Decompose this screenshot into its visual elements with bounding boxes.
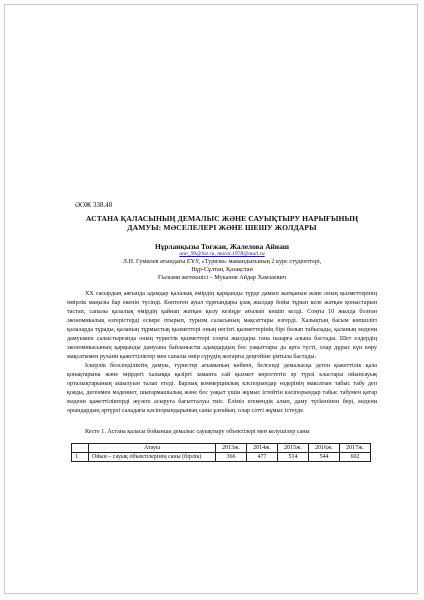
data-table — [71, 443, 371, 462]
author-emails[interactable]: ann_99@list.ru, maral.1978@mail.ru — [179, 251, 265, 257]
document-page — [67, 201, 377, 462]
table-header-cell: 2015ж. — [278, 444, 309, 453]
article-title — [67, 214, 377, 232]
table-caption: Кесте 1. Астана қаласы бойынша демалыс сауықтыру объектілері мен келушілер саны — [85, 429, 310, 435]
table-cell: 1 — [72, 453, 89, 462]
table-cell: 366 — [216, 453, 247, 462]
table-header-row — [72, 444, 371, 453]
body-paragraph-1: XX ғасырдың аяғында адамдар қалалық өмірдің қарқынды түрде дамып жатқанын және оның қызметтерінің өмірлік маңызы бар екенін түсінді. Көптеген ауыл тұрғындары ұзақ жылдар бойы тұрып келе жатқан қоныстарын тастап, сапалы қалалық өмірдің қайнап жатқан қызу кезіңде ағылып көшіп келді. Соңғы 10 жылда болған экономикалық өзгерістерді ескере отырып, туризм саласының мақсаттары өзгерді. Халықтың басым көпшілігі қалаларда тұрады, қаланың тұрмыстық қызметтері оның негізгі қызметтерінің бірі болып табылады, қаланың мәдени дамуымен салыстырғанда оның туристік қызметтері соңғы жылдары гана назарға алына бастады. Шет елдердің экономикасының қарқынды дамуына байланысты адамдардың бос уақыттары да арта түсті, олар дұрыс күн көру мақсатымен рухани қажеттіліктер мен сапалы өмір сүрудің жоғарғы деңгейіне ұмтыла бастады. — [67, 291, 377, 360]
title-line-2: ДАМУЫ: МӘСЕЛЕЛЕРІ ЖӘНЕ ШЕШУ ЖОЛДАРЫ — [127, 223, 317, 232]
table-header-cell — [72, 444, 89, 453]
page-frame — [4, 4, 418, 594]
table-cell: 514 — [278, 453, 309, 462]
table-header-cell: 2016ж. — [309, 444, 340, 453]
udc-code: ӘОЖ 338.48 — [75, 201, 113, 209]
affiliation — [67, 258, 377, 282]
affiliation-line-2: Нұр-Сұлтан, Қазақстан — [191, 266, 253, 273]
table-header-cell: 2014ж. — [247, 444, 278, 453]
affiliation-line-3: Ғылыми жетекшісі – Муканов Айдар Хамзаевич — [158, 274, 286, 281]
table-header-cell: Атауы — [89, 444, 216, 453]
table-cell: 544 — [309, 453, 340, 462]
table-header-cell: 2013ж. — [216, 444, 247, 453]
affiliation-line-1: Л.Н. Гумилев атындағы ЕҰУ, «Туризм» мамандығының 2 курс студенттері, — [122, 258, 322, 265]
table-row — [72, 453, 371, 462]
table-cell: Ойын – сауық объектілерінің саны (бірлік) — [89, 453, 216, 462]
title-line-1: АСТАНА ҚАЛАСЫНЫҢ ДЕМАЛЫС ЖӘНЕ САУЫҚТЫРУ НАРЫҒЫНЫҢ — [85, 214, 359, 223]
table-header-cell: 2017ж. — [340, 444, 371, 453]
authors: Нұрланқызы Тоғжан, Жалелова Айнаш — [154, 242, 290, 251]
body-paragraph-2: Іскерлік белсенділіктің дамуы, туристер ағымының көбеюі, белсенді демалысқа деген қажеттілік қала қонақтарына және өңірдегі халыққа қазіргі заманға сай қызмет көрсететін әр түрлі кластары ойынсауық орталықтарының ашылуын талап етеді. Барлық коммерциялық клспорындар өздерінің максатын табыс табу деп қояды, дегенмен мәдениет, шығармашылық және бос уақыт үшін жұмыс істейтін кәсіпорындар табыс табумен қатар мәдени қажеттіліктерді жүзеге асыруға бағытталуы тиіс. Еліміз егемендік алып, даму түсkенінен бері, мәдени орындардың әртүрлі саладағы кәсіпорындарының саны ұлғайып, олар сәтті жұмыс істеуде. — [67, 363, 377, 414]
table-cell: 477 — [247, 453, 278, 462]
table-cell: 602 — [340, 453, 371, 462]
